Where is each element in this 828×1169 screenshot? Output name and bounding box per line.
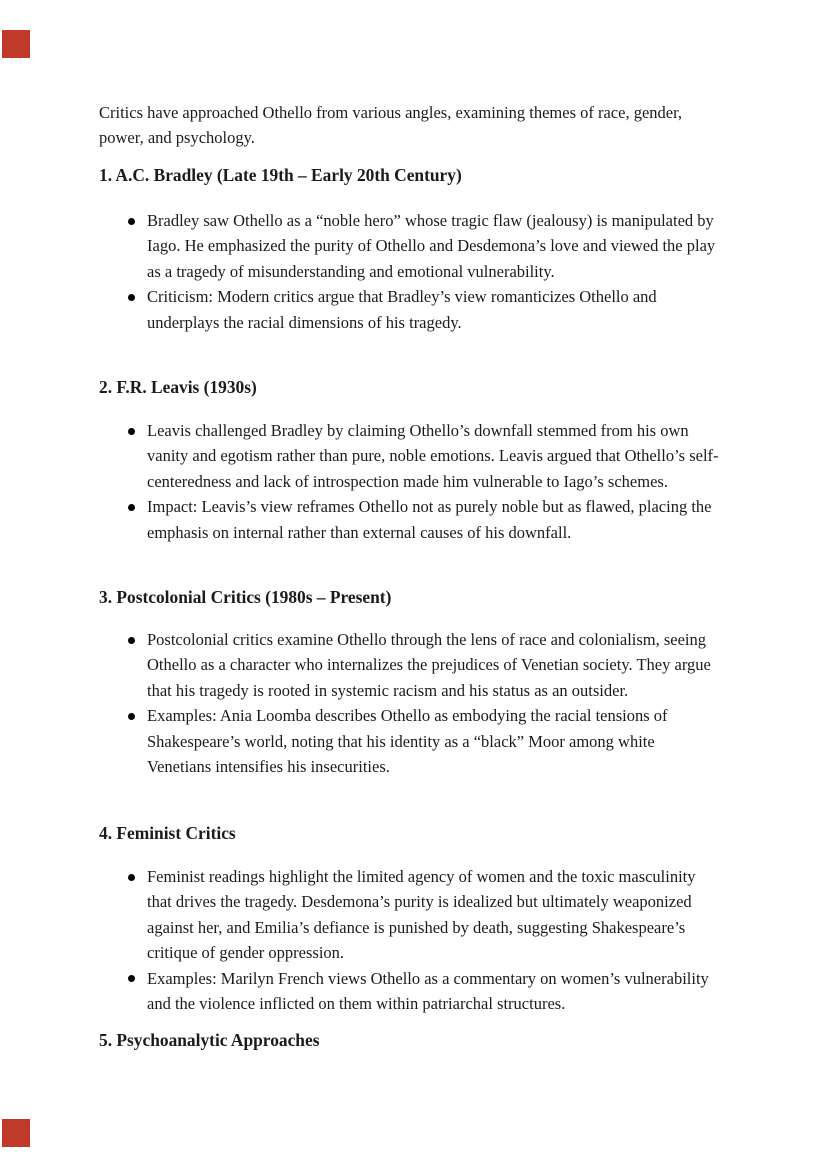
- bullet-item: Bradley saw Othello as a “noble hero” whose tragic flaw (jealousy) is manipulated by Iago. He emphasized the purity of Othello and Desdemona’s love and viewed the play as a tragedy of misunderstanding and emotional vulnerability.: [147, 208, 722, 284]
- bullet-list-feminist: [99, 864, 729, 1016]
- section-heading-psychoanalytic: 5. Psychoanalytic Approaches: [99, 1030, 320, 1050]
- bullet-item: Examples: Marilyn French views Othello as a commentary on women’s vulnerability and the violence inflicted on them within patriarchal structures.: [147, 966, 722, 1017]
- bullet-list-bradley: [99, 208, 729, 335]
- section-heading-postcolonial: 3. Postcolonial Critics (1980s – Present): [99, 587, 392, 607]
- section-heading-feminist: 4. Feminist Critics: [99, 823, 236, 843]
- bullet-item: Feminist readings highlight the limited agency of women and the toxic masculinity that drives the tragedy. Desdemona’s purity is idealized but ultimately weaponized against her, and Emilia’s defiance is punished by death, suggesting Shakespeare’s critique of gender oppression.: [147, 864, 722, 966]
- bullet-item: Examples: Ania Loomba describes Othello as embodying the racial tensions of Shakespeare’s world, noting that his identity as a “black” Moor among white Venetians intensifies his insecurities.: [147, 703, 722, 779]
- section-heading-leavis: 2. F.R. Leavis (1930s): [99, 377, 257, 397]
- bullet-item: Impact: Leavis’s view reframes Othello not as purely noble but as flawed, placing the emphasis on internal rather than external causes of his downfall.: [147, 494, 722, 545]
- bullet-item: Leavis challenged Bradley by claiming Othello’s downfall stemmed from his own vanity and egotism rather than pure, noble emotions. Leavis argued that Othello’s self-centeredness and lack of introspection made him vulnerable to Iago’s schemes.: [147, 418, 722, 494]
- page-corner-marker-bottom-left: [2, 1119, 30, 1147]
- page-corner-marker-top-left: [2, 30, 30, 58]
- intro-paragraph: Critics have approached Othello from various angles, examining themes of race, gender, power, and psychology.: [99, 103, 683, 148]
- bullet-list-leavis: [99, 418, 729, 545]
- bullet-item: Criticism: Modern critics argue that Bradley’s view romanticizes Othello and underplays the racial dimensions of his tragedy.: [147, 284, 722, 335]
- bullet-list-postcolonial: [99, 627, 729, 779]
- section-heading-bradley: 1. A.C. Bradley (Late 19th – Early 20th Century): [99, 165, 462, 185]
- bullet-item: Postcolonial critics examine Othello through the lens of race and colonialism, seeing Othello as a character who internalizes the prejudices of Venetian society. They argue that his tragedy is rooted in systemic racism and his status as an outsider.: [147, 627, 722, 703]
